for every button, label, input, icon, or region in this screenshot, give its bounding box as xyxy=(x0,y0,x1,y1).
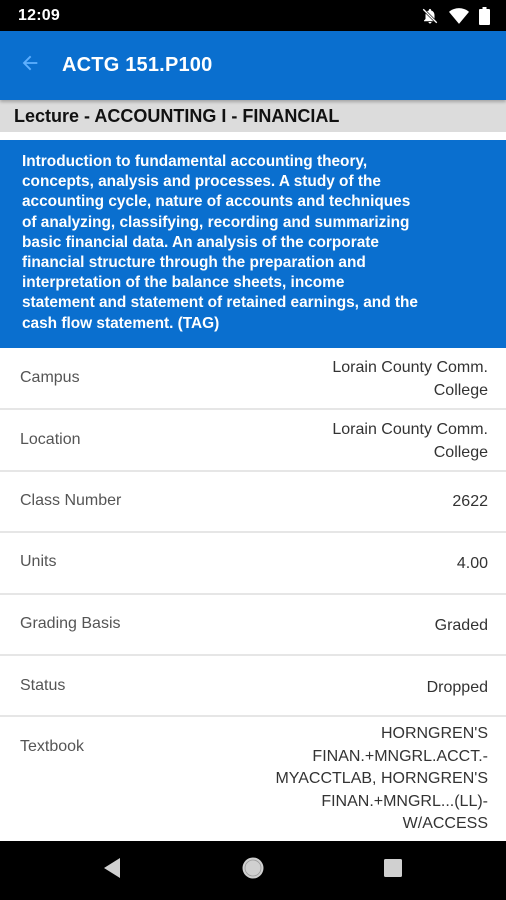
page-title: ACTG 151.P100 xyxy=(62,54,213,76)
status-time: 12:09 xyxy=(18,6,60,24)
app-bar xyxy=(0,31,506,100)
arrow-left-icon xyxy=(19,52,41,79)
description-line: basic financial data. An analysis of the corporate xyxy=(22,233,379,251)
detail-value-line: FINAN.+MNGRL...(LL)- xyxy=(321,792,488,810)
detail-value xyxy=(332,419,488,464)
detail-value-line: W/ACCESS xyxy=(402,815,488,832)
detail-label: Grading Basis xyxy=(20,615,121,632)
detail-row-class-number xyxy=(0,472,506,533)
back-button[interactable] xyxy=(0,31,60,100)
detail-value-line: Lorain County Comm. xyxy=(332,359,488,376)
detail-label: Textbook xyxy=(20,738,85,755)
nav-back-button[interactable] xyxy=(82,841,142,900)
detail-value-line: Dropped xyxy=(426,679,488,696)
section-header xyxy=(0,100,506,132)
battery-icon xyxy=(479,7,490,25)
description-line: cash flow statement. (TAG) xyxy=(22,314,220,332)
back-triangle-icon xyxy=(102,857,122,884)
description-line: interpretation of the balance sheets, income xyxy=(22,274,345,292)
detail-row-location xyxy=(0,410,506,472)
detail-row-units xyxy=(0,533,506,595)
status-bar xyxy=(0,0,506,31)
description-line: Introduction to fundamental accounting theory, xyxy=(22,153,368,170)
detail-value xyxy=(452,491,488,514)
description-line: concepts, analysis and processes. A study of the xyxy=(22,173,381,191)
detail-label: Campus xyxy=(20,369,80,386)
detail-label: Location xyxy=(20,431,81,448)
description-line: statement and statement of retained earnings, and the xyxy=(22,294,418,312)
description-line: of analyzing, classifying, recording and summarizing xyxy=(22,213,410,231)
detail-label: Status xyxy=(20,677,66,694)
section-title: Lecture - ACCOUNTING I - FINANCIAL xyxy=(14,105,340,126)
detail-row-grading-basis xyxy=(0,595,506,656)
detail-value-line: Graded xyxy=(434,617,488,634)
detail-row-campus xyxy=(0,348,506,410)
home-circle-icon xyxy=(241,856,265,885)
nav-recents-button[interactable] xyxy=(363,841,423,900)
nav-home-button[interactable] xyxy=(223,841,283,900)
detail-value xyxy=(332,357,488,402)
description-line: financial structure through the preparation and xyxy=(22,254,366,272)
wifi-icon xyxy=(449,8,469,24)
detail-row-textbook xyxy=(0,717,506,847)
detail-value-line: MYACCTLAB, HORNGREN'S xyxy=(275,770,488,787)
course-description xyxy=(0,140,506,348)
notifications-off-icon xyxy=(421,7,439,25)
detail-row-status xyxy=(0,656,506,717)
detail-value-line: FINAN.+MNGRL.ACCT.- xyxy=(312,747,488,765)
description-line: accounting cycle, nature of accounts and techniques xyxy=(22,193,411,211)
detail-value-line: 4.00 xyxy=(456,555,488,572)
detail-value xyxy=(435,615,488,638)
detail-value-line: 2622 xyxy=(452,493,488,510)
detail-value xyxy=(427,677,488,700)
detail-value xyxy=(275,723,488,836)
detail-value-line: College xyxy=(433,381,488,399)
status-icons xyxy=(421,7,490,25)
recents-square-icon xyxy=(383,858,403,883)
detail-value-line: HORNGREN'S xyxy=(380,725,488,742)
detail-label: Units xyxy=(20,553,57,570)
detail-value xyxy=(457,553,488,576)
detail-value-line: Lorain County Comm. xyxy=(332,421,488,438)
detail-label: Class Number xyxy=(20,492,122,509)
detail-value-line: College xyxy=(433,443,488,461)
system-nav-bar xyxy=(0,841,506,900)
